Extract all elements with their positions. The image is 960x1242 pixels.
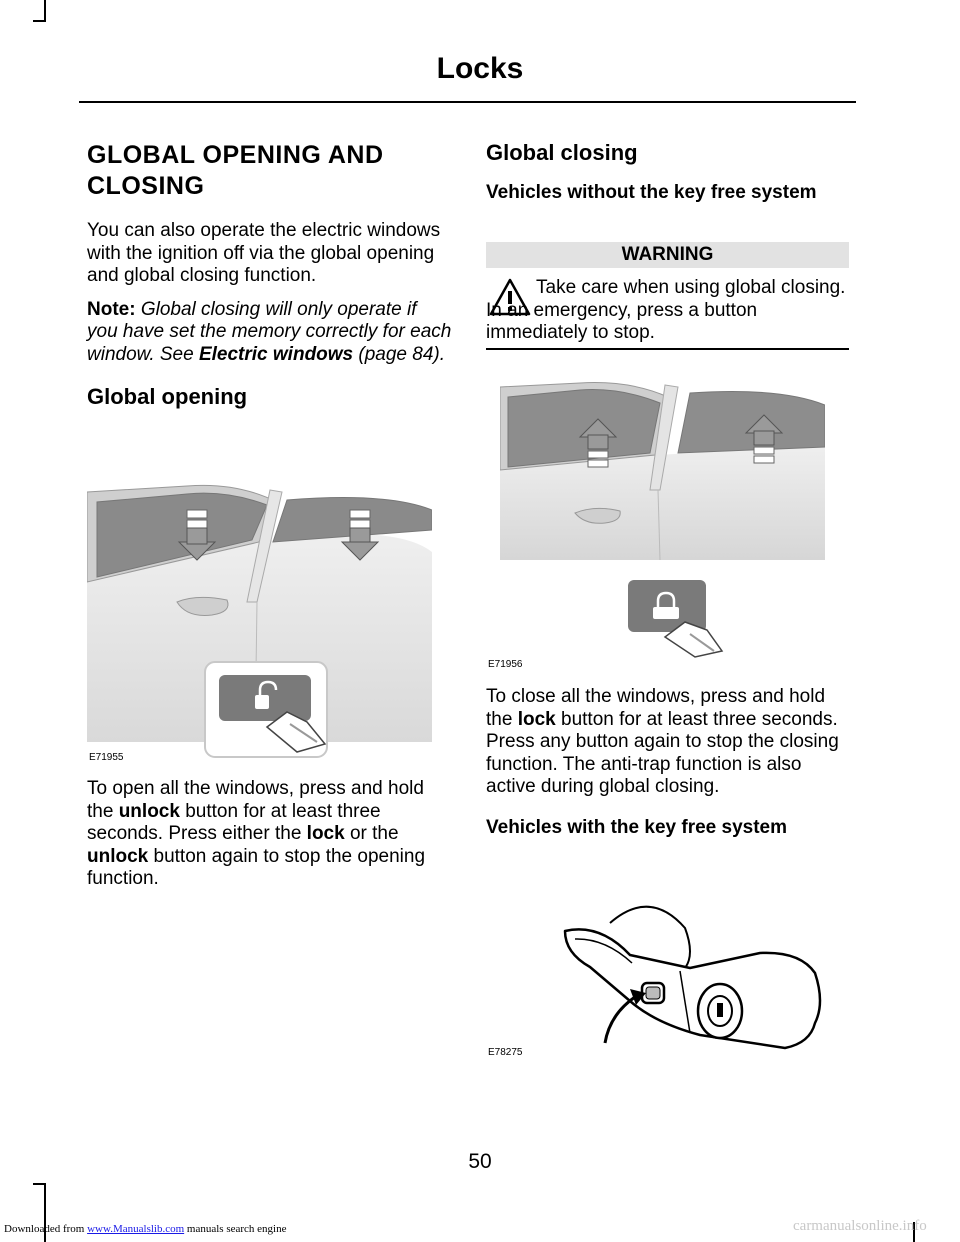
with-key-free-heading: Vehicles with the key free system: [486, 816, 787, 838]
note-label: Note:: [87, 298, 136, 320]
figure-code: E78275: [488, 1047, 523, 1058]
figure-code: E71956: [488, 659, 523, 670]
left-column-bottom: [87, 778, 452, 891]
global-closing-heading: Global closing: [486, 140, 638, 165]
crop-mark: [44, 0, 46, 20]
warning-rule: [486, 348, 849, 350]
header-rule: [79, 101, 856, 103]
page-title: Locks: [436, 52, 524, 85]
global-opening-heading: Global opening: [87, 384, 248, 409]
warning-banner: WARNING: [486, 242, 849, 268]
left-column: [87, 140, 452, 410]
note-paragraph: [87, 299, 452, 367]
electric-windows-link[interactable]: Electric windows: [198, 343, 354, 365]
crop-mark: [33, 20, 46, 22]
section-heading: GLOBAL OPENING AND CLOSING: [87, 141, 384, 200]
right-column: [486, 140, 849, 204]
figure-code: E71955: [89, 752, 124, 763]
global-closing-illustration: [500, 375, 825, 660]
note-page-ref: (page 84).: [358, 343, 446, 365]
key-cylinder-icon: [698, 984, 742, 1038]
lock-button-icon: [628, 580, 706, 632]
watermark: carmanualsonline.info: [793, 1218, 927, 1234]
without-key-free-heading: Vehicles without the key free system: [486, 182, 817, 203]
closing-instructions: To close all the windows, press and hold the lock button for at least three seconds. Press any button again to stop the closing function. The anti-trap function is also active during global closing.: [486, 686, 839, 797]
global-opening-illustration: [87, 472, 432, 762]
opening-instructions: To open all the windows, press and hold the unlock button for at least three seconds. Press either the lock or the unlock button again to stop the opening function.: [87, 778, 426, 889]
footer: Downloaded from www.Manualslib.com manuals search engine: [4, 1223, 287, 1235]
page-number: 50: [468, 1150, 492, 1173]
warning-text: Take care when using global closing. In an emergency, press a button immediately to stop.: [486, 277, 846, 343]
manualslib-link[interactable]: www.Manualslib.com: [87, 1223, 185, 1235]
intro-paragraph: You can also operate the electric windows with the ignition off via the global opening and global closing function.: [87, 220, 441, 286]
unlock-button-icon: [219, 675, 311, 721]
door-handle-illustration: [560, 893, 840, 1063]
right-column-bottom: [486, 686, 849, 839]
note-text: Global closing will only operate if you have set the memory correctly for each window. See: [87, 298, 452, 365]
